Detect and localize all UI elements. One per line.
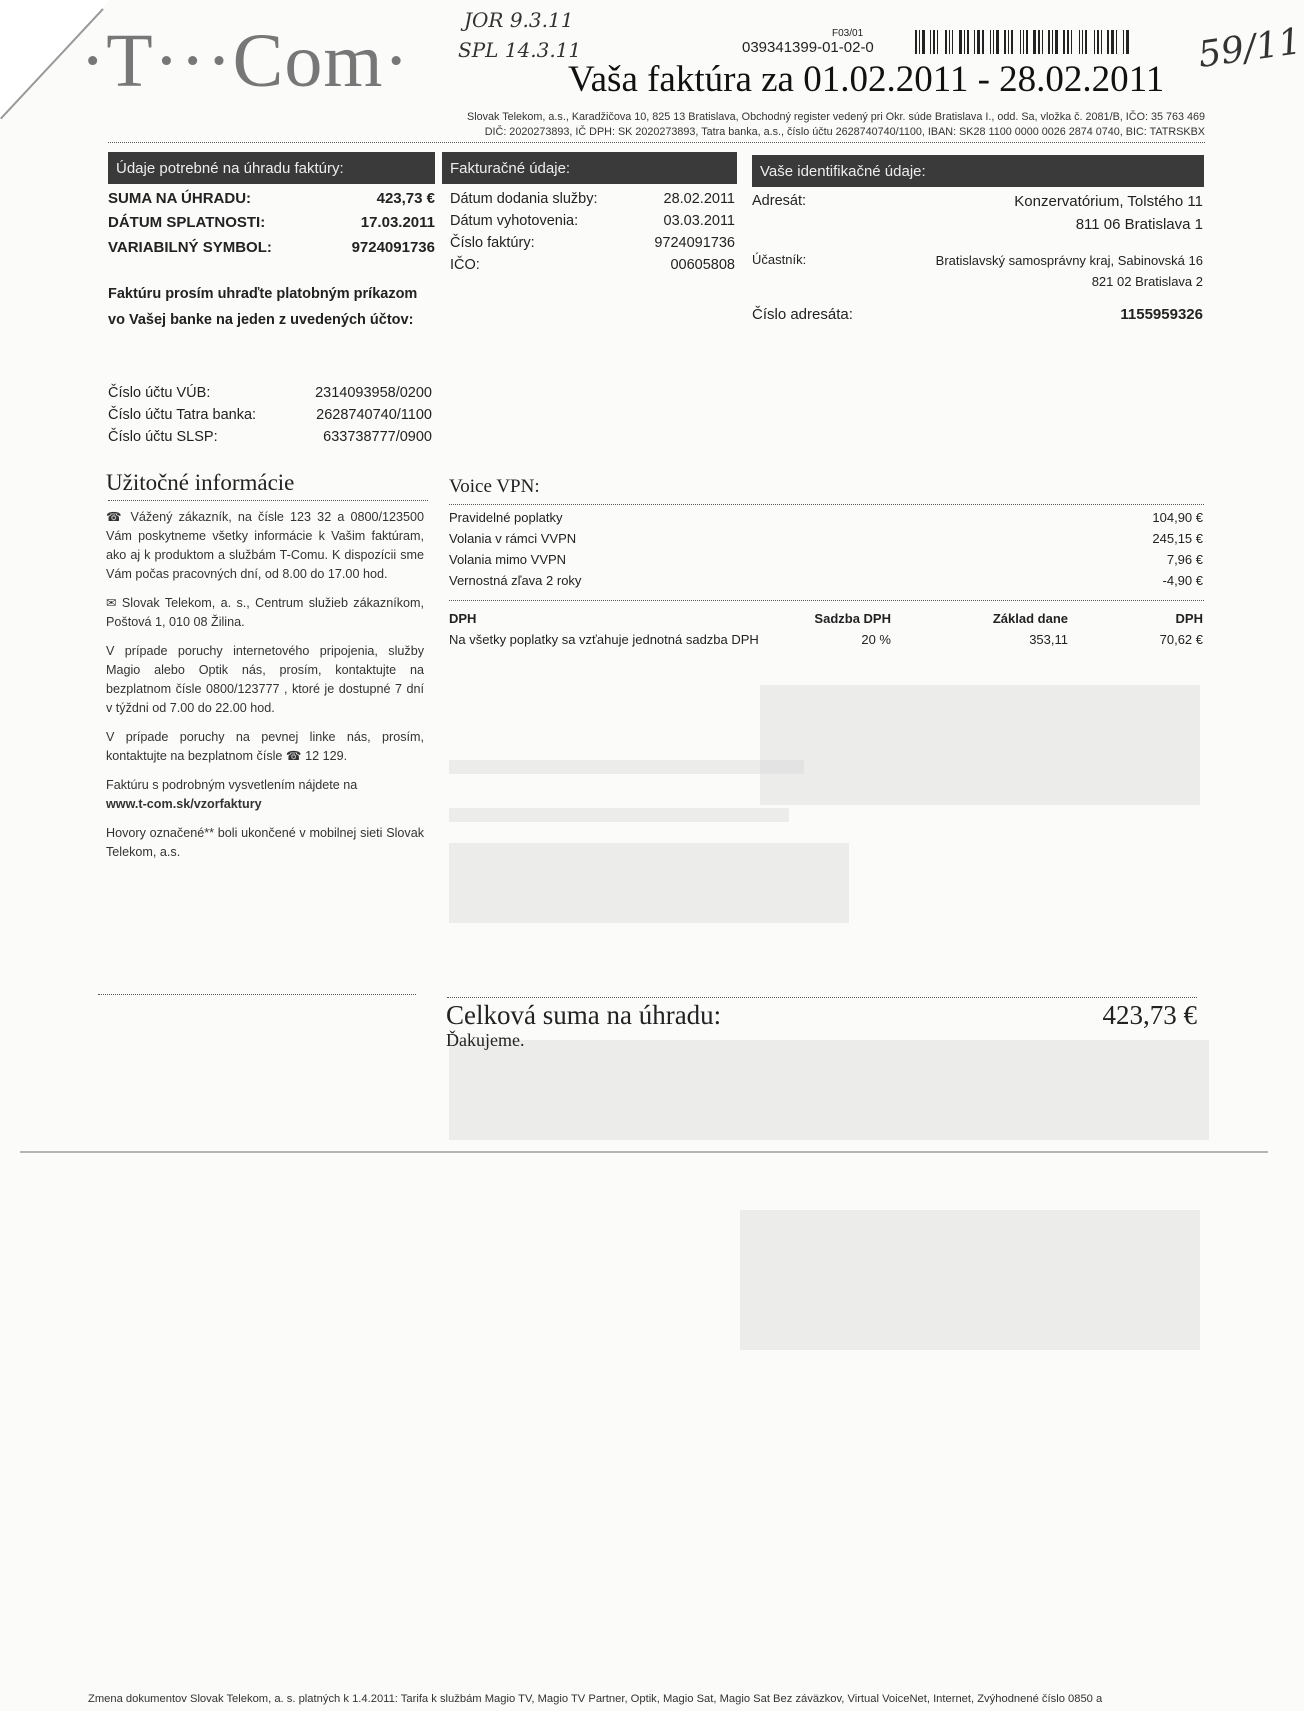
handwritten-page-mark: 59/11 — [1195, 20, 1304, 77]
company-line-2: DIČ: 2020273893, IČ DPH: SK 2020273893, Tatra banka, a.s., číslo účtu 2628740740/1100, IBAN: SK28 1100 0000 0026 2874 0740, BIC: TATRSKBX — [484, 126, 1205, 138]
barcode-bar — [1045, 30, 1046, 54]
vpn-item-label: Pravidelné poplatky — [449, 510, 563, 525]
payment-instruction-1: Faktúru prosím uhraďte platobným príkazom — [108, 286, 418, 302]
vpn-item-value: 7,96 € — [1166, 552, 1203, 567]
addressee-line-1: Konzervatórium, Tolstého 11 — [1014, 193, 1203, 210]
addressee-number-label: Číslo adresáta: — [752, 306, 853, 323]
barcode-bar — [1026, 30, 1028, 54]
barcode-bar — [1101, 30, 1102, 54]
account-slsp-value: 633738777/0900 — [323, 429, 432, 445]
vpn-item-value: 245,15 € — [1152, 531, 1203, 546]
barcode-bar — [1023, 30, 1024, 54]
barcode-bar — [967, 30, 969, 54]
vat-amount-header: DPH — [1175, 611, 1203, 626]
paper-fold-crease — [20, 1151, 1268, 1153]
vpn-title: Voice VPN: — [449, 476, 540, 497]
barcode-bar — [1085, 30, 1087, 54]
barcode-bar — [1074, 30, 1077, 54]
barcode-bar — [1111, 30, 1114, 54]
barcode-bar — [1079, 30, 1080, 54]
barcode-bar — [977, 30, 980, 54]
useful-info-body — [106, 508, 424, 872]
barcode-bar — [1097, 30, 1099, 54]
barcode-bar — [922, 30, 925, 54]
vat-base-header: Základ dane — [992, 611, 1068, 626]
barcode-bar — [993, 30, 994, 54]
total-value: 423,73 € — [1102, 1000, 1197, 1030]
payment-header: Údaje potrebné na úhradu faktúry: — [108, 152, 435, 184]
participant-line-2: 821 02 Bratislava 2 — [1091, 274, 1203, 289]
vat-divider — [449, 600, 1204, 601]
barcode-bar — [986, 30, 988, 54]
barcode-bar — [1126, 30, 1129, 54]
vat-rate-value: 20 % — [861, 632, 891, 647]
barcode-bar — [945, 30, 947, 54]
header-divider — [108, 142, 1205, 143]
addressee-number-value: 1155959326 — [1120, 306, 1203, 323]
vpn-divider — [449, 504, 1204, 505]
bleed-through-shading — [449, 808, 789, 822]
barcode-bar — [1071, 30, 1072, 54]
barcode-bar — [1052, 30, 1053, 54]
barcode-bar — [1060, 30, 1061, 54]
vpn-item-value: 104,90 € — [1152, 510, 1203, 525]
barcode-bar — [915, 30, 917, 54]
account-slsp-label: Číslo účtu SLSP: — [108, 429, 218, 445]
barcode-bar — [1004, 30, 1006, 54]
barcode-bar — [964, 30, 965, 54]
payment-due-label: DÁTUM SPLATNOSTI: — [108, 214, 266, 231]
barcode-bar — [1089, 30, 1092, 54]
handwritten-note-2: SPL 14.3.11 — [458, 38, 582, 62]
info-mobile-calls-paragraph: Hovory označené** boli ukončené v mobilnej sieti Slovak Telekom, a.s. — [106, 826, 424, 859]
tcom-logo: ·T···Com· — [80, 19, 410, 103]
identification-header: Vaše identifikačné údaje: — [752, 155, 1204, 187]
barcode-bar — [1042, 30, 1043, 54]
billing-invoice-no-label: Číslo faktúry: — [450, 235, 535, 251]
barcode-bar — [949, 30, 950, 54]
account-tatra-value: 2628740740/1100 — [316, 407, 432, 423]
payment-sum-label: SUMA NA ÚHRADU: — [108, 190, 252, 207]
account-vub-label: Číslo účtu VÚB: — [108, 385, 211, 401]
info-phone-paragraph: ☎ Vážený zákazník, na čísle 123 32 a 0800/123500 Vám poskytneme všetky informácie k Vašim faktúram, ako aj k produktom a službám T-Comu. K dispozícii sme Vám počas pracovných dní, od 8.00 do 17.00 hod. — [106, 510, 424, 581]
barcode-bar — [952, 30, 953, 54]
barcode-bar — [927, 30, 928, 54]
billing-issued-value: 03.03.2011 — [663, 213, 735, 229]
barcode-bar — [996, 30, 999, 54]
bleed-through-shading — [449, 1040, 1209, 1140]
company-line-1: Slovak Telekom, a.s., Karadžičova 10, 825 13 Bratislava, Obchodný register vedený pri Okr. súde Bratislava I., odd. Sa, vložka č. 2081/B, IČO: 35 763 469 — [467, 111, 1205, 123]
bleed-through-shading — [760, 685, 1200, 805]
vpn-item-label: Volania mimo VVPN — [449, 552, 567, 567]
barcode-bar — [1123, 30, 1124, 54]
barcode-bar — [1033, 30, 1036, 54]
barcode-bar — [1119, 30, 1121, 54]
company-info — [400, 110, 1205, 140]
bleed-through-shading — [740, 1210, 1200, 1350]
useful-info-title: Užitočné informácie — [106, 470, 295, 495]
document-number: 039341399-01-02-0 — [742, 39, 874, 56]
vat-rate-header: Sadzba DPH — [814, 611, 891, 626]
info-detail-text: Faktúru s podrobným vysvetlením nájdete na — [106, 778, 358, 792]
billing-issued-label: Dátum vyhotovenia: — [450, 213, 579, 229]
barcode — [915, 30, 1177, 54]
barcode-bar — [1055, 30, 1058, 54]
thanks-text: Ďakujeme. — [446, 1030, 525, 1050]
barcode-bar — [1094, 30, 1095, 54]
total-left-divider — [98, 994, 416, 995]
barcode-bar — [959, 30, 962, 54]
info-internet-fault-paragraph: V prípade poruchy internetového pripojenia, služby Magio alebo Optik nás, prosím, kontaktujte na bezplatnom čísle 0800/123777 , ktoré je dostupné 7 dní v týždni od 7.00 do 22.00 hod. — [106, 644, 424, 715]
barcode-bar — [1030, 30, 1031, 54]
info-mail-paragraph: ✉ Slovak Telekom, a. s., Centrum služieb zákazníkom, Poštová 1, 010 08 Žilina. — [106, 596, 424, 629]
vat-base-value: 353,11 — [1029, 632, 1068, 647]
form-code: F03/01 — [832, 28, 864, 39]
barcode-bar — [974, 30, 975, 54]
billing-header: Fakturačné údaje: — [442, 152, 737, 184]
barcode-bar — [937, 30, 938, 54]
billing-ico-value: 00605808 — [670, 257, 735, 273]
footer-notice: Zmena dokumentov Slovak Telekom, a. s. platných k 1.4.2011: Tarifa k službám Magio TV, Magio TV Partner, Optik, Magio Sat, Magio Sat Bez záväzkov, Virtual VoiceNet, Internet, Zvýhodnené číslo 0850 a — [88, 1693, 1103, 1705]
barcode-bar — [1020, 30, 1021, 54]
info-landline-fault-paragraph: V prípade poruchy na pevnej linke nás, prosím, kontaktujte na bezplatnom čísle ☎ 12 129. — [106, 730, 424, 763]
barcode-bar — [982, 30, 984, 54]
barcode-bar — [1008, 30, 1009, 54]
barcode-bar — [955, 30, 957, 54]
payment-due-value: 17.03.2011 — [360, 214, 435, 231]
barcode-bar — [1107, 30, 1109, 54]
participant-line-1: Bratislavský samosprávny kraj, Sabinovská 16 — [935, 253, 1203, 268]
useful-info-divider — [108, 500, 428, 501]
bleed-through-shading — [449, 760, 804, 774]
payment-vs-value: 9724091736 — [351, 239, 435, 256]
barcode-bar — [1082, 30, 1083, 54]
participant-label: Účastník: — [752, 252, 807, 267]
vat-amount-value: 70,62 € — [1159, 632, 1203, 647]
barcode-bar — [1063, 30, 1065, 54]
total-label: Celková suma na úhradu: — [446, 1000, 722, 1030]
sample-invoice-link[interactable]: www.t-com.sk/vzorfaktury — [106, 797, 262, 811]
barcode-bar — [930, 30, 931, 54]
barcode-bar — [1015, 30, 1018, 54]
barcode-bar — [1011, 30, 1013, 54]
total-divider — [447, 997, 1197, 998]
barcode-bar — [1038, 30, 1040, 54]
vat-title: DPH — [449, 611, 477, 626]
barcode-bar — [940, 30, 943, 54]
barcode-bar — [1104, 30, 1105, 54]
vat-note: Na všetky poplatky sa vzťahuje jednotná sadzba DPH — [449, 632, 759, 647]
payment-instruction-2: vo Vašej banke na jeden z uvedených účtov: — [108, 312, 414, 328]
billing-ico-label: IČO: — [450, 257, 480, 273]
addressee-label: Adresát: — [752, 193, 806, 209]
account-tatra-label: Číslo účtu Tatra banka: — [108, 407, 257, 423]
barcode-bar — [919, 30, 920, 54]
invoice-title: Vaša faktúra za 01.02.2011 - 28.02.2011 — [568, 59, 1165, 100]
account-vub-value: 2314093958/0200 — [315, 385, 432, 401]
payment-sum-value: 423,73 € — [376, 190, 435, 207]
barcode-bar — [1048, 30, 1050, 54]
billing-delivery-value: 28.02.2011 — [663, 191, 735, 207]
barcode-bar — [1067, 30, 1069, 54]
vpn-item-label: Volania v rámci VVPN — [449, 531, 577, 546]
billing-invoice-no-value: 9724091736 — [654, 235, 735, 251]
payment-vs-label: VARIABILNÝ SYMBOL: — [108, 239, 272, 256]
barcode-bar — [1116, 30, 1117, 54]
barcode-bar — [933, 30, 935, 54]
addressee-line-2: 811 06 Bratislava 1 — [1075, 216, 1203, 233]
barcode-bar — [990, 30, 991, 54]
barcode-bar — [971, 30, 972, 54]
billing-delivery-label: Dátum dodania služby: — [450, 191, 598, 207]
barcode-bar — [1001, 30, 1002, 54]
vpn-item-label: Vernostná zľava 2 roky — [449, 573, 582, 588]
vpn-item-value: -4,90 € — [1162, 573, 1203, 588]
handwritten-note-1: JOR 9.3.11 — [464, 8, 574, 32]
bleed-through-shading — [449, 843, 849, 923]
